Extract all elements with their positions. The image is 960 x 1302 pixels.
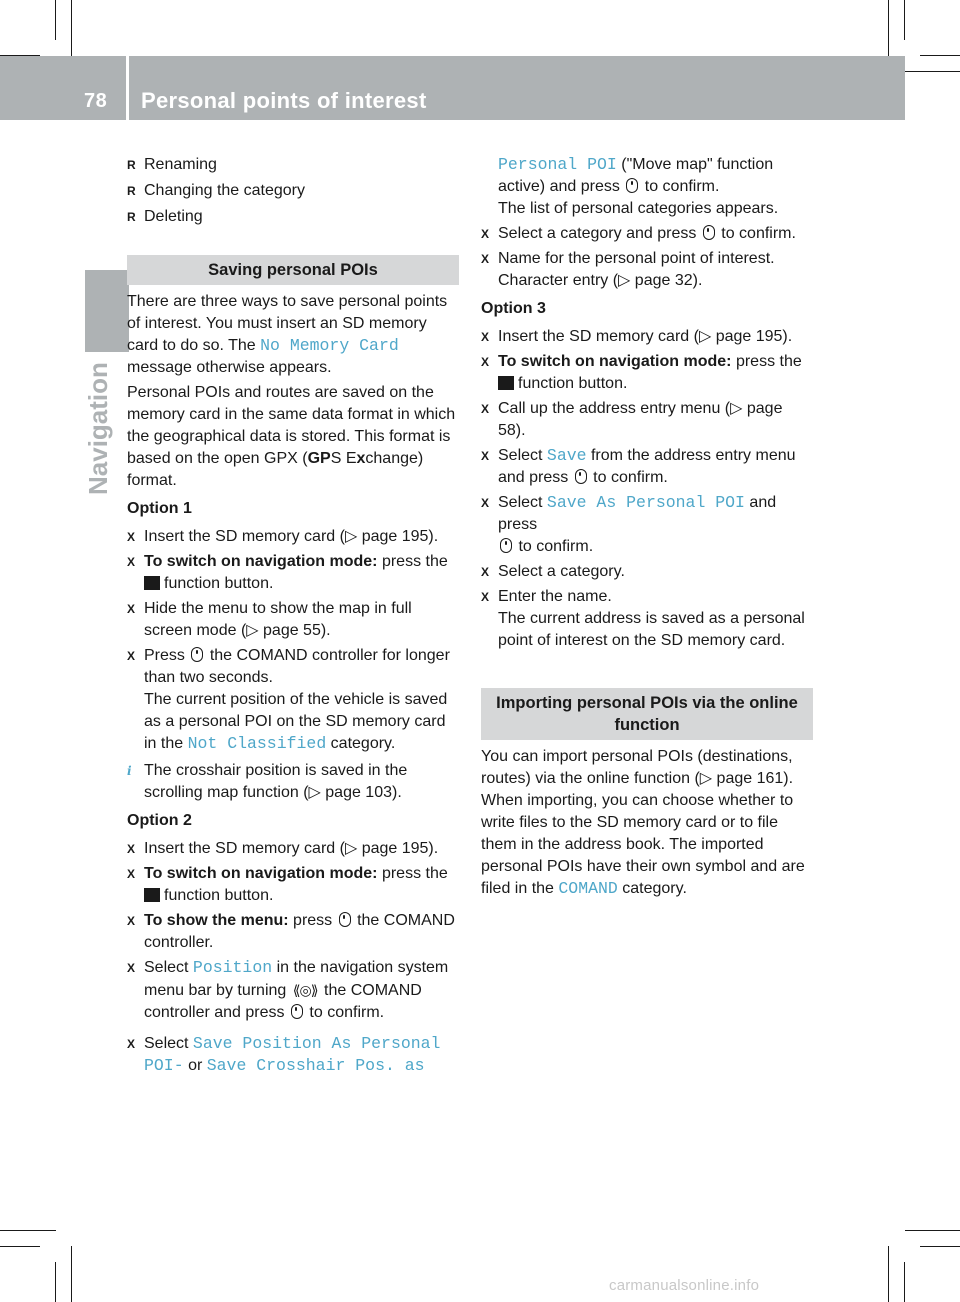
- step: X Select a category and press to confirm.: [481, 225, 796, 242]
- section-heading: Saving personal POIs: [127, 255, 459, 285]
- controller-press-icon: [703, 225, 715, 240]
- navi-button-icon: [144, 576, 160, 590]
- crop-mark: [0, 1230, 56, 1231]
- crop-mark: [904, 1262, 905, 1302]
- option-heading: Option 1: [127, 500, 192, 517]
- step: X Hide the menu to show the map in full screen mode (▷ page 55).: [127, 600, 412, 639]
- step: X Enter the name. The current address is saved as a personal point of interest on the SD memory card.: [481, 588, 805, 649]
- bullet-marker: R: [127, 210, 136, 224]
- paragraph: Personal POIs and routes are saved on the memory card in the same data format in which the geographical data is stored. This format is based on the open GPX (GPS Exchange) format.: [127, 384, 456, 489]
- step: X Select a category.: [481, 563, 625, 580]
- page-header-bar: [0, 56, 905, 120]
- step: X Select Save Position As Personal POI- or Save Crosshair Pos. as: [127, 1034, 441, 1075]
- right-column: [481, 154, 813, 900]
- crop-mark: [55, 0, 56, 40]
- crop-mark: [55, 1262, 56, 1302]
- step: X Call up the address entry menu (▷ page 58).: [481, 400, 783, 439]
- step: X To show the menu: press the COMAND controller.: [127, 912, 455, 951]
- left-column: [127, 154, 459, 1077]
- step: X To switch on navigation mode: press the function button.: [127, 865, 448, 904]
- crop-mark: [71, 1246, 72, 1302]
- crop-mark: [905, 71, 960, 72]
- controller-press-icon: [500, 538, 512, 553]
- step: X To switch on navigation mode: press the function button.: [127, 553, 448, 592]
- step: X Press the COMAND controller for longer than two seconds. The current position of the vehicle is saved as a personal POI on the SD memory card in the Not Classified category.: [127, 647, 450, 753]
- side-tab-label: Navigation: [83, 362, 113, 495]
- list-item: R Changing the category: [127, 180, 459, 202]
- step: X Insert the SD memory card (▷ page 195).: [127, 528, 439, 545]
- bullet-marker: R: [127, 184, 136, 198]
- step: X Select Save As Personal POI and press to confirm.: [481, 493, 777, 555]
- option-heading: Option 3: [481, 300, 546, 317]
- crop-mark: [920, 1246, 960, 1247]
- bullet-marker: R: [127, 158, 136, 172]
- controller-press-icon: [626, 178, 638, 193]
- option-heading: Option 2: [127, 812, 192, 829]
- step: X Select Position in the navigation system menu bar by turning ⟪◎⟫ the COMAND controller and press to confirm.: [127, 958, 449, 1021]
- controller-press-icon: [339, 912, 351, 927]
- step: X Name for the personal point of interest. Character entry (▷ page 32).: [481, 250, 775, 289]
- watermark: carmanualsonline.info: [609, 1277, 760, 1294]
- side-tab-marker: [85, 270, 129, 352]
- crop-mark: [904, 0, 905, 40]
- info-icon: i: [127, 764, 132, 778]
- list-item: R Renaming: [127, 154, 459, 176]
- section-heading: Importing personal POIs via the online function: [481, 688, 813, 740]
- controller-press-icon: [575, 469, 587, 484]
- step: X To switch on navigation mode: press the function button.: [481, 353, 802, 392]
- step-continuation: Personal POI ("Move map" function active) and press to confirm. The list of personal categories appears.: [498, 155, 779, 217]
- crop-mark: [920, 55, 960, 56]
- list-item: R Deleting: [127, 206, 459, 228]
- step: X Insert the SD memory card (▷ page 195).: [127, 840, 439, 857]
- page-title: Personal points of interest: [141, 88, 427, 113]
- step: X Select Save from the address entry menu and press to confirm.: [481, 446, 796, 486]
- step: X Insert the SD memory card (▷ page 195).: [481, 328, 793, 345]
- crop-mark: [0, 1246, 40, 1247]
- page-number: 78: [84, 90, 108, 112]
- navi-button-icon: [498, 376, 514, 390]
- controller-turn-icon: ⟪◎⟫: [292, 982, 318, 998]
- navi-button-icon: [144, 888, 160, 902]
- info-note: i The crosshair position is saved in the scrolling map function (▷ page 103).: [127, 762, 408, 801]
- controller-press-icon: [191, 647, 203, 662]
- crop-mark: [888, 0, 889, 56]
- crop-mark: [905, 1230, 960, 1231]
- crop-mark: [888, 1246, 889, 1302]
- header-divider: [126, 56, 129, 120]
- paragraph: There are three ways to save personal points of interest. You must insert an SD memory card to do so. The No Memory Card message otherwise appears.: [127, 293, 448, 376]
- paragraph: You can import personal POIs (destinations, routes) via the online function (▷ page 161). When importing, you can choose whether to write files to the SD memory card or to file them in the address book. The imported personal POIs have their own symbol and are filed in the COMAND category.: [481, 748, 805, 898]
- crop-mark: [71, 0, 72, 56]
- controller-press-icon: [291, 1004, 303, 1019]
